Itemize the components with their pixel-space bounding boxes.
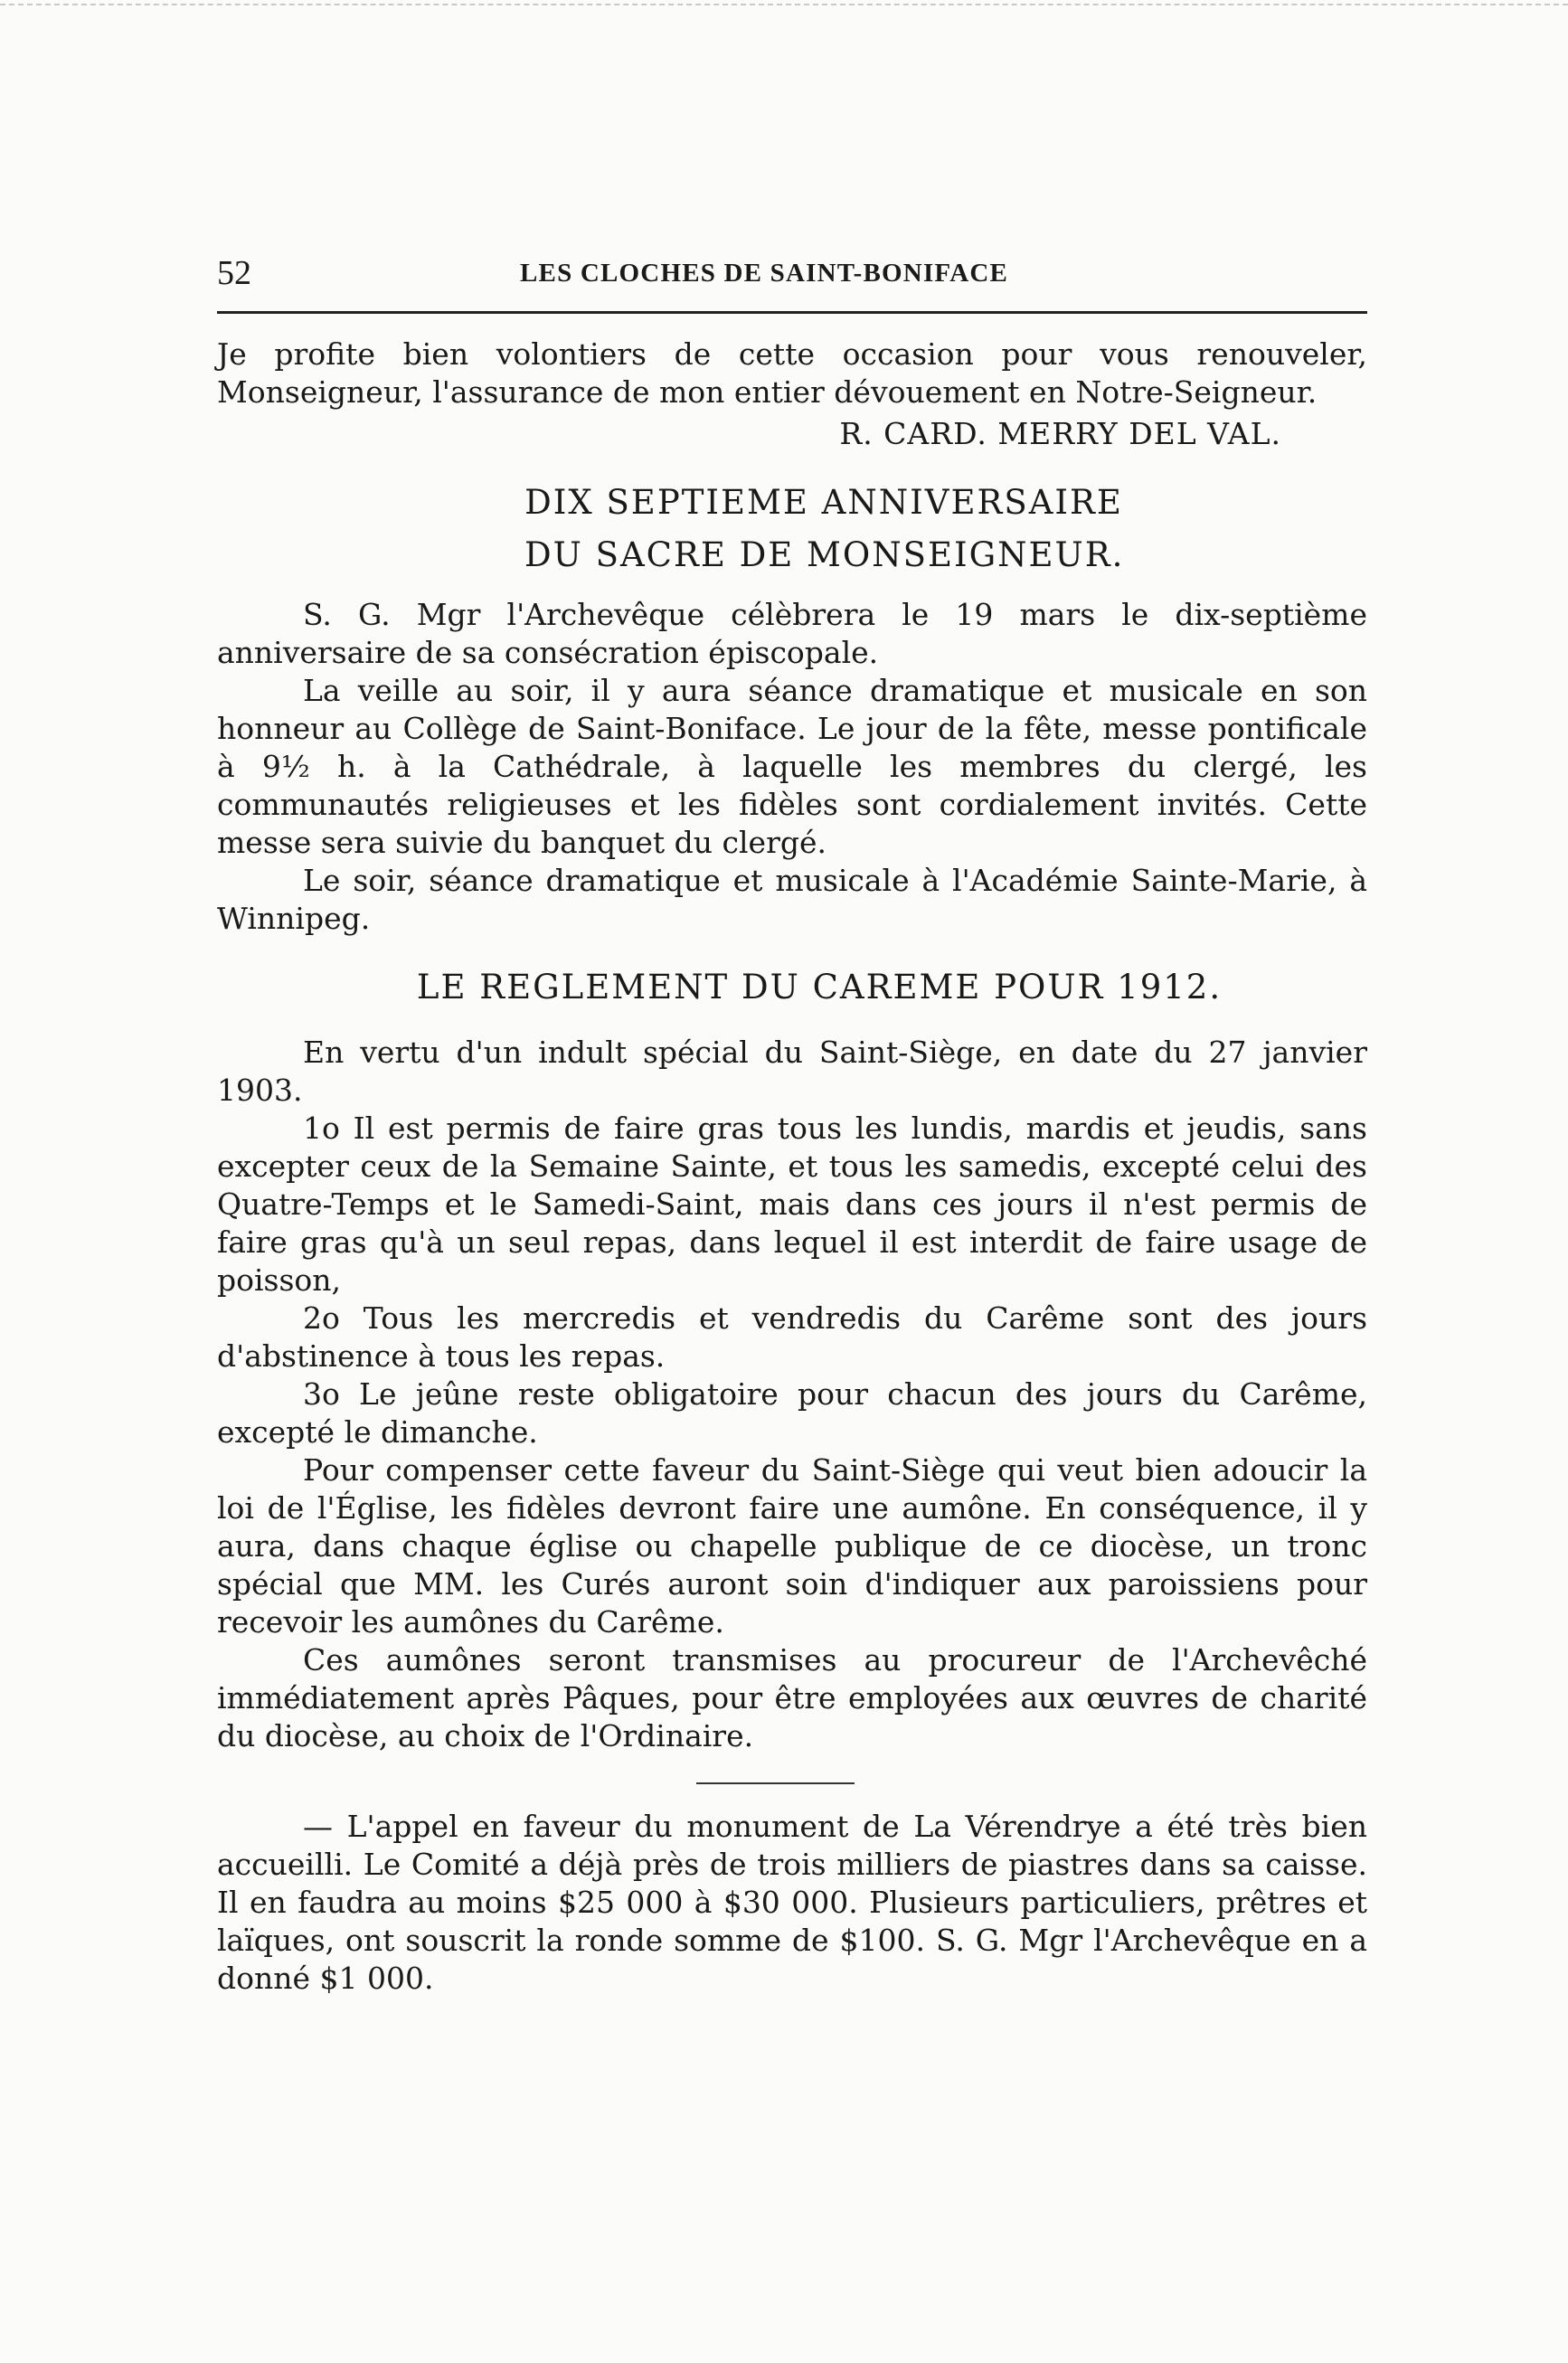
careme-paragraph: 3o Le jeûne reste obligatoire pour chacun des jours du Carême, excepté le dimanche. — [217, 1376, 1367, 1450]
careme-paragraph: 2o Tous les mercredis et vendredis du Carême sont des jours d'abstinence à tous les repas. — [217, 1300, 1367, 1374]
header-rule — [217, 311, 1367, 314]
careme-paragraph: Ces aumônes seront transmises au procureur de l'Archevêché immédiatement après Pâques, pour être employées aux œuvres de charité du diocèse, au choix de l'Ordinaire. — [217, 1642, 1367, 1753]
section-heading-careme: LE REGLEMENT DU CAREME POUR 1912. — [416, 968, 1223, 1007]
careme-paragraph: En vertu d'un indult spécial du Saint-Siège, en date du 27 janvier 1903. — [217, 1035, 1367, 1108]
section-heading-anniversary: DIX SEPTIEME ANNIVERSAIRE — [524, 483, 1123, 522]
anniversary-paragraph: S. G. Mgr l'Archevêque célèbrera le 19 mars le dix-septième anniversaire de sa consécration épiscopale. — [217, 597, 1367, 670]
running-header — [217, 244, 1367, 298]
careme-paragraph: 1o Il est permis de faire gras tous les lundis, mardis et jeudis, sans excepter ceux de la Semaine Sainte, et tous les samedis, excepté celui des Quatre-Temps et le Samedi-Saint, mais dans ces jours il n'est permis de faire gras qu'à un seul repas, dans lequel il est interdit de faire usage de poisson, — [217, 1111, 1367, 1298]
book-page — [217, 244, 1367, 1998]
scan-edge-artifact — [0, 4, 1568, 5]
letter-closing-paragraph: Je profite bien volontiers de cette occasion pour vous renouveler, Monseigneur, l'assurance de mon entier dévouement en Notre-Seigneur. — [217, 336, 1367, 410]
page-number: 52 — [217, 254, 251, 292]
section-divider — [696, 1782, 855, 1784]
letter-signature: R. CARD. MERRY DEL VAL. — [839, 416, 1281, 451]
careme-paragraph: Pour compenser cette faveur du Saint-Siège qui veut bien adoucir la loi de l'Église, les fidèles devront faire une aumône. En conséquence, il y aura, dans chaque église ou chapelle publique de ce diocèse, un tronc spécial que MM. les Curés auront soin d'indiquer aux paroissiens pour recevoir les aumônes du Carême. — [217, 1452, 1367, 1640]
anniversary-paragraph: La veille au soir, il y aura séance dramatique et musicale en son honneur au Collège de Saint-Boniface. Le jour de la fête, messe pontificale à 9½ h. à la Cathédrale, à laquelle les membres du clergé, les communautés religieuses et les fidèles sont cordialement invités. Cette messe sera suivie du banquet du clergé. — [217, 673, 1367, 860]
verendrye-note-paragraph: — L'appel en faveur du monument de La Vérendrye a été très bien accueilli. Le Comité a déjà près de trois milliers de piastres dans sa caisse. Il en faudra au moins $25 000 à $30 000. Plusieurs particuliers, prêtres et laïques, ont souscrit la ronde somme de $100. S. G. Mgr l'Archevêque en a donné $1 000. — [217, 1809, 1367, 1996]
anniversary-paragraph: Le soir, séance dramatique et musicale à l'Académie Sainte-Marie, à Winnipeg. — [217, 863, 1367, 936]
section-subheading-anniversary: DU SACRE DE MONSEIGNEUR. — [524, 535, 1125, 574]
running-title: LES CLOCHES DE SAINT-BONIFACE — [520, 259, 1009, 288]
